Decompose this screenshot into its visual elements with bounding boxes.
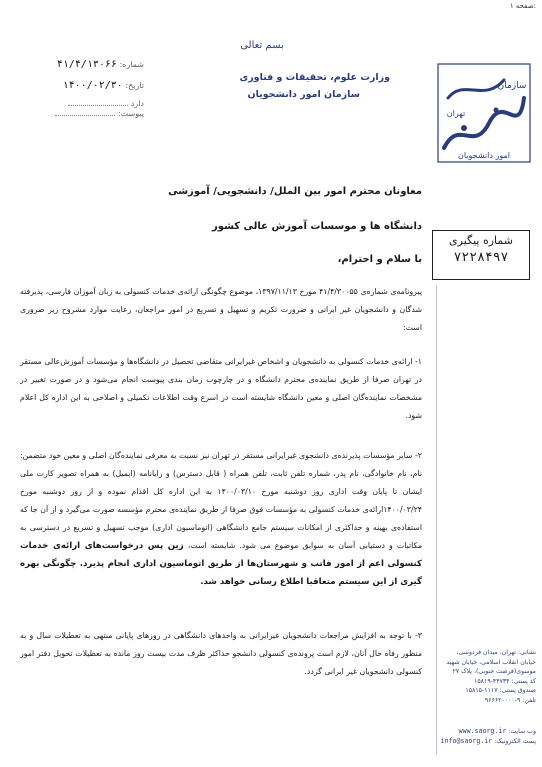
logo-text-top: سازمان (497, 81, 527, 91)
contact-web (440, 727, 536, 746)
logo-text-city: تهران (446, 109, 466, 118)
basmala: بسم تعالی (240, 40, 284, 51)
attachment (14, 99, 144, 108)
number-value: ۴۱/۴/۱۳۰۶۶ (56, 59, 117, 70)
greeting: با سلام و احترام، (337, 254, 422, 265)
website-label: وب سایت: (508, 728, 536, 735)
followup-dots (55, 115, 115, 116)
paragraph-2-bold: زین پس درخواست‌های ارائه‌ی خدمات کنسولی اعم از امور فاتب و شهرستان‌ها از طریق اتوماسیون اداری انجام پذیرد. چگونگی بهره گیری از این سیستم متعاقبا اطلاع رسانی خواهد شد. (20, 541, 422, 587)
contact-address (440, 648, 536, 705)
date-value: ۱۴۰۰/۰۲/۳۰ (62, 80, 123, 91)
phone: تلفن: ۹-۹۶۶۶۲۰۰۰۰ (484, 696, 536, 704)
postal-code: کد پستی: ۴۴۷۳۴-۱۵۸۱۹ (474, 677, 536, 685)
tracking-box (432, 230, 530, 280)
organization-logo (434, 58, 534, 168)
sidebar-divider (436, 285, 437, 755)
address-text: نشانی: تهران، میدان فردوسی، خیابان انقلاب اسلامی، خیابان شهید موسوی(فرصت جنوبی)، پلاک ۲۷ (446, 649, 536, 675)
addressee-line-1: معاونان محترم امور بین الملل/ دانشجویی/ آموزشی (168, 186, 422, 197)
date-label: تاریخ: (125, 81, 144, 90)
paragraph-1: ۱- ارائه‌ی خدمات کنسولی به دانشجویان و اشخاص غیرایرانی متقاضی تحصیل در دانشگاه‌ها و مؤسسات آموزش‌عالی مستقر در تهران صرفا از طریق نماینده‌ی محترم دانشگاه و در چارچوب زمان بندی پیوست انجام می‌شود و در صورت تغییر در مشخصات نماینده‌گان اصلی و معین دانشگاه شایسته است در اسرع وقت اطلاعات تکمیلی و اصلاحی به این اداره کل اعلام شود. (20, 357, 422, 420)
tracking-label: شماره پیگیری (449, 234, 513, 247)
website-link[interactable]: www.saorg.ir (458, 727, 507, 735)
organization-title: سازمان امور دانشجویان (247, 89, 360, 100)
attachment-label: دارد (130, 99, 144, 108)
ministry-title: وزارت علوم، تحقیقات و فناوری (239, 72, 390, 83)
tracking-number: ۷۲۲۸۴۹۷ (453, 250, 509, 265)
letter-date (14, 80, 144, 91)
addressee-line-2: دانشگاه ها و موسسات آموزش عالی کشور (212, 221, 422, 232)
website-row (440, 727, 536, 737)
paragraph-intro: پیرونامه‌ی شماره‌ی ۴۱/۴/۳۰۰۵۵ مورخ ۱۳۹۷/۱۱/۱۳، موضوع چگونگی ارائه‌ی خدمات کنسولی به زبان آموزان فارسی، پذیرفته شدگان و دانشجویان غیر ایرانی و ضرورت تکریم و تسهیل و تسریع در امور مراجعان، رعایت موارد مشروح زیر ضروری است: (20, 287, 422, 332)
paragraph-2 (20, 447, 422, 591)
page-number: صفحه ۱: (509, 2, 536, 10)
followup-label: پیوست: (117, 109, 144, 118)
attachment-dots (68, 105, 128, 106)
email-row (440, 737, 536, 747)
logo-text-mid: امور دانشجویان (457, 151, 511, 160)
followup (14, 109, 144, 118)
email-link[interactable]: info@saorg.ir (440, 736, 493, 745)
letter-number (14, 59, 144, 70)
po-box: صندوق پستی: ۱۱۱۷-۱۵۸۱۵ (465, 687, 536, 694)
paragraph-3: ۳- با توجه به افزایش مراجعات دانشجویان غیرایرانی به واحدهای دانشگاهی در روزهای پایانی منتهی به تعطیلات سال و به منظور رفاه حال آنان، لازم است پرونده‌ی کنسولی دانشجو حداکثر ظرف مدت بیست روز مانده به تعطیلات تحویل دفتر امور کنسولی دانشجویان غیر ایرانی گردد. (20, 631, 422, 676)
email-label: پست الکترونیک: (494, 737, 536, 745)
number-label: شماره: (119, 60, 144, 69)
paragraph-2-text: ۲- سایر مؤسسات پذیرنده‌ی دانشجوی غیرایرانی مستقر در تهران نیز نسبت به معرفی نماینده‌گان اصلی و معین خود متضمن: نام، نام خانوادگی، نام پدر، شماره تلفن ثابت، تلفن همراه ( قابل دسترس) و رایانامه (ایمیل) به همراه تصویر کارت ملی ایشان تا پایان وقت اداری روز دوشنبه مورخ ۱۴۰۰/۰۳/۱۰ به این اداره کل اقدام نموده و از روز دوشنبه مورخ ۱۴۰۰/۰۳/۲۴ارائه‌ی خدمات کنسولی به مؤسسات فوق صرفا از طریق نماینده‌ی محترم مؤسسه صورت می‌گیرد و از آن جا که استفاده‌ی بهینه و حداکثری از امکانات سیستم جامع دانشگاهی (اتوماسیون اداری) موجب تسهیل و تسریع در دسترسی به مکاتبات و دستیابی آسان به سوابق موضوع می شود. شایسته است، (20, 451, 422, 550)
